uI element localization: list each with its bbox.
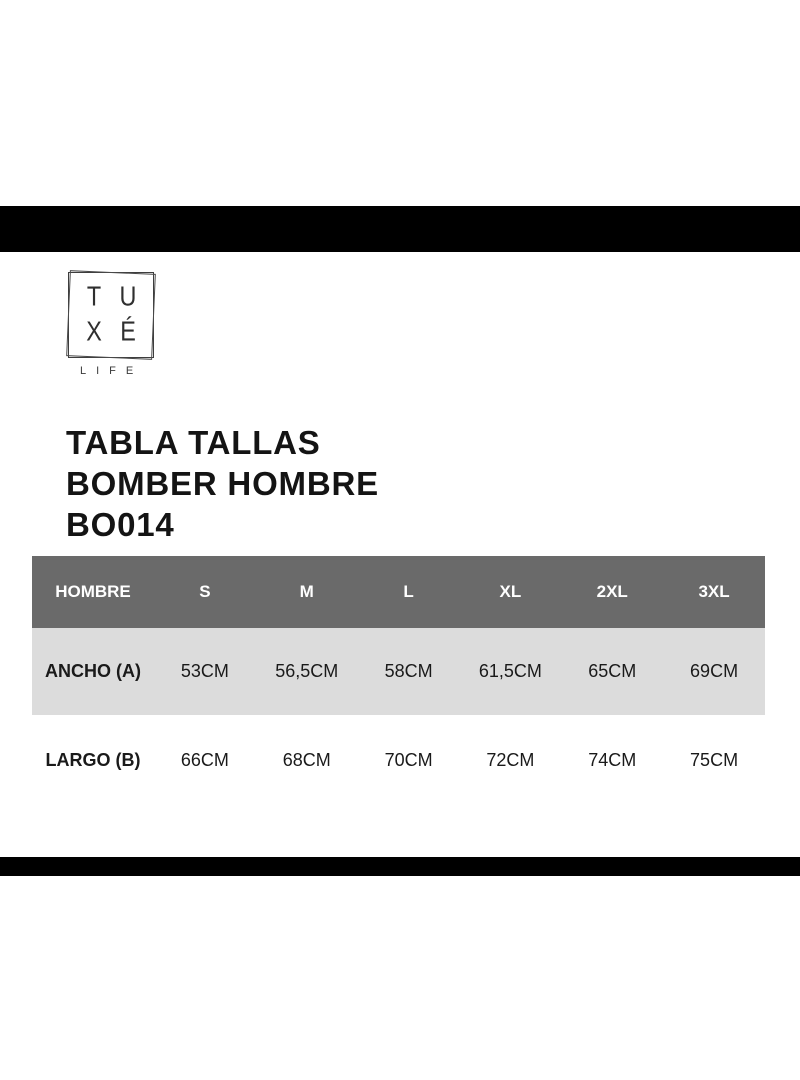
table-row-largo	[32, 715, 765, 805]
logo-frame-icon	[68, 272, 154, 358]
page-title	[66, 422, 379, 545]
header-cell-m: M	[299, 582, 314, 601]
brand-logo	[68, 272, 164, 377]
table-row-ancho	[32, 628, 765, 715]
ancho-value-2xl: 65CM	[588, 661, 637, 681]
ancho-value-l: 58CM	[384, 661, 433, 681]
size-table-header-row	[32, 556, 765, 628]
logo-letter-t: T	[86, 280, 102, 312]
logo-letter-x: X	[86, 315, 102, 347]
largo-value-2xl: 74CM	[588, 749, 637, 770]
header-cell-hombre: HOMBRE	[55, 582, 131, 601]
title-line-1: TABLA TALLAS	[66, 424, 321, 461]
header-cell-xl: XL	[499, 582, 522, 601]
top-divider-bar	[0, 206, 800, 252]
title-line-3: BO014	[66, 506, 175, 543]
header-cell-3xl: 3XL	[698, 582, 730, 601]
ancho-value-3xl: 69CM	[690, 661, 739, 681]
largo-value-l: 70CM	[384, 749, 433, 770]
title-line-2: BOMBER HOMBRE	[66, 465, 379, 502]
header-cell-s: S	[199, 582, 211, 601]
header-cell-l: L	[403, 582, 414, 601]
size-table	[32, 556, 765, 805]
ancho-value-s: 53CM	[180, 661, 229, 681]
largo-value-3xl: 75CM	[690, 749, 739, 770]
row-label-ancho: ANCHO (A)	[45, 661, 141, 681]
header-cell-2xl: 2XL	[596, 582, 628, 601]
ancho-value-m: 56,5CM	[275, 661, 339, 681]
largo-value-m: 68CM	[282, 749, 331, 770]
ancho-value-xl: 61,5CM	[478, 661, 542, 681]
logo-letters	[77, 279, 145, 349]
logo-letter-u: U	[119, 280, 137, 312]
largo-value-xl: 72CM	[486, 749, 535, 770]
logo-subtext: LIFE	[80, 365, 144, 377]
logo-letter-e: É	[120, 315, 136, 347]
row-label-largo: LARGO (B)	[45, 749, 141, 770]
bottom-divider-bar	[0, 857, 800, 876]
largo-value-s: 66CM	[180, 749, 229, 770]
